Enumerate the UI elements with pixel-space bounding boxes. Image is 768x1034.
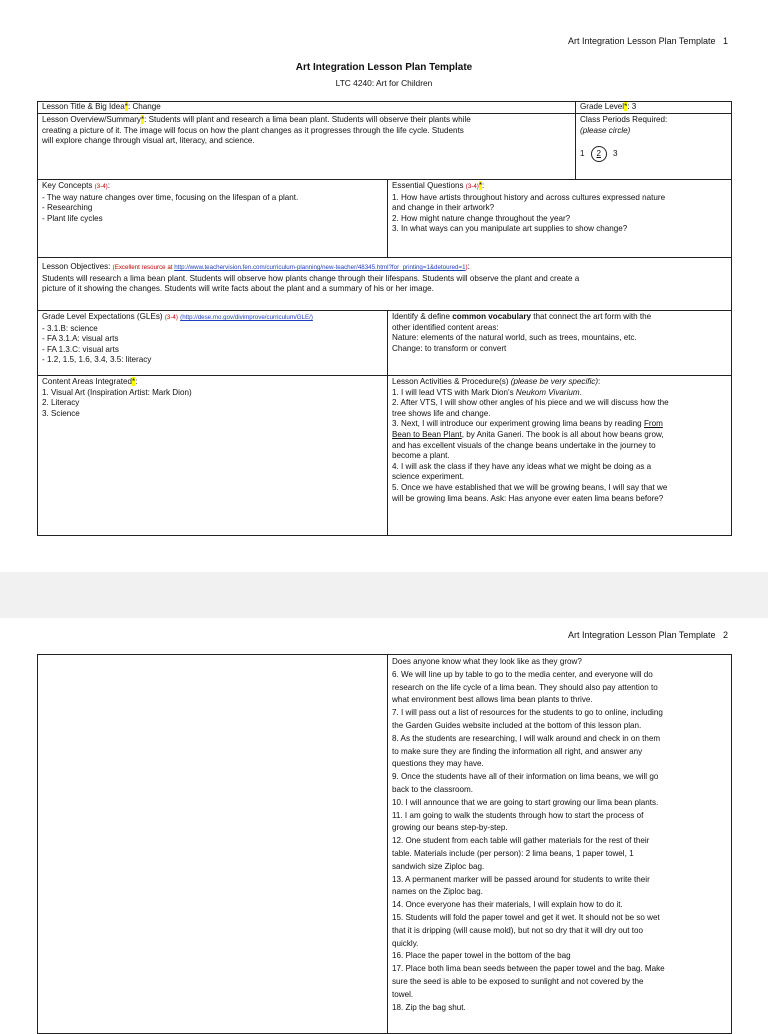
- lesson-title-cell: Lesson Title & Big Idea*: Change: [37, 101, 576, 114]
- vocabulary-cell: Identify & define common vocabulary that connect the art form with the other identified content areas: Nature: elements of the natural world, such as trees, mountains, etc. Change: to transform or convert: [387, 310, 732, 376]
- class-periods-cell: Class Periods Required: (please circle) 1 2 3: [575, 113, 732, 180]
- dese-gle-link[interactable]: (http://dese.mo.gov/divimprove/curriculum/GLE/): [180, 314, 313, 321]
- document-title: Art Integration Lesson Plan Template: [295, 62, 473, 73]
- running-head: Art Integration Lesson Plan Template 1: [568, 36, 728, 46]
- key-concepts-cell: Key Concepts (3-4): - The way nature changes over time, focusing on the lifespan of a plant. - Researching - Plant life cycles: [37, 179, 388, 258]
- page-separator: [0, 572, 768, 618]
- gle-cell: Grade Level Expectations (GLEs) (3-4) (http://dese.mo.gov/divimprove/curriculum/GLE/) - 3.1.B: science - FA 3.1.A: visual arts - FA 1.3.C: visual arts - 1.2, 1.5, 1.6, 3.4, 3.5: literacy: [37, 310, 388, 376]
- page-2: [0, 618, 768, 1024]
- essential-questions-cell: Essential Questions (3-4)*: 1. How have artists throughout history and across cultures expressed nature and change in their artwork? 2. How might nature change throughout the year? 3. In what ways can you manipulate art supplies to show change?: [387, 179, 732, 258]
- lesson-overview-cell: Lesson Overview/Summary*: Students will plant and research a lima bean plant. Students will observe their plants while creating a picture of it. The image will focus on how the plant changes as it progresses through the life cycle. Students will explore change through visual art, literacy, and science.: [37, 113, 576, 180]
- lesson-activities-cell: Lesson Activities & Procedure(s) (please be very specific): 1. I will lead VTS with Mark Dion's Neukom Vivarium. 2. After VTS, I will show other angles of his piece and we will discuss how the tree shows life and change. 3. Next, I will introduce our experiment growing lima beans by reading From Bean to Bean Plant, by Anita Ganeri. The book is all about how beans grow, and has excellent visuals of the change beans undertake in the journey to become a plant. 4. I will ask the class if they have any ideas what we might be doing as a science experiment. 5. Once we have established that we will be growing beans, I will say that we will be growing lima beans. Ask: Has anyone ever eaten lima beans before?: [387, 375, 732, 536]
- document-subtitle: LTC 4240: Art for Children: [335, 78, 433, 88]
- lesson-objectives-cell: Lesson Objectives: (Excellent resource at http://www.teachervision.fen.com/curriculum-planning/new-teacher/48345.html?for_printing=1&detoured=1): Students will research a lima bean plant. Students will observe how plants change through their lifespans. Students will observe the plant and create a picture of it showing the changes. Students will write facts about the plant and a summary of his or her image.: [37, 257, 732, 311]
- period-option-2-circled[interactable]: 2: [591, 146, 607, 162]
- content-areas-cell: Content Areas Integrated*: 1. Visual Art (Inspiration Artist: Mark Dion) 2. Literacy 3. Science: [37, 375, 388, 536]
- content-areas-continued-cell: [37, 654, 388, 1034]
- period-option-3[interactable]: 3: [613, 149, 618, 159]
- running-head: Art Integration Lesson Plan Template 2: [568, 630, 728, 640]
- teachervision-link[interactable]: http://www.teachervision.fen.com/curriculum-planning/new-teacher/48345.html?for_printing=1&detoured=1: [174, 264, 466, 271]
- grade-level-cell: Grade Level*: 3: [575, 101, 732, 114]
- period-option-1[interactable]: 1: [580, 149, 585, 159]
- lesson-activities-continued-cell: Does anyone know what they look like as they grow? 6. We will line up by table to go to the media center, and everyone will do research on the life cycle of a lima bean. They should also pay attention to what environment best allows lima bean plants to thrive. 7. I will pass out a list of resources for the students to go to online, including the Garden Guides website included at the bottom of this lesson plan. 8. As the students are researching, I will walk around and check in on them to make sure they are finding the information all right, and answer any questions they may have. 9. Once the students have all of their information on lima beans, we will go back to the classroom. 10. I will announce that we are going to start growing our lima bean plants. 11. I am going to walk the students through how to start the process of growing our beans step-by-step. 12. One student from each table will gather materials for the rest of their table. Materials include (per person): 2 lima beans, 1 paper towel, 1 sandwich size Ziploc bag. 13. A permanent marker will be passed around for students to write their names on the Ziploc bag. 14. Once everyone has their materials, I will explain how to do it. 15. Students will fold the paper towel and get it wet. It should not be so wet that it is dripping (will cause mold), but not so dry that it will dry out too quickly. 16. Place the paper towel in the bottom of the bag 17. Place both lima bean seeds between the paper towel and the bag. Make sure the seed is able to be exposed to sunlight and not covered by the towel. 18. Zip the bag shut.: [387, 654, 732, 1034]
